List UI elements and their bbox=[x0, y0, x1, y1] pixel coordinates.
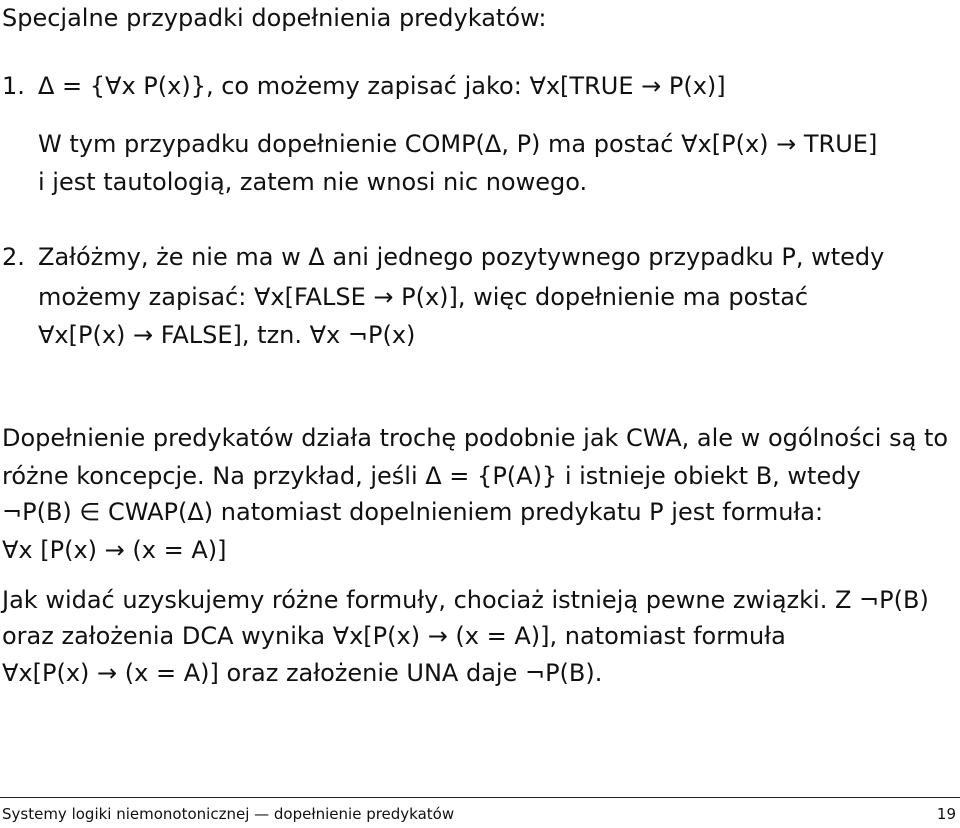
item-2-line-1: Załóżmy, że nie ma w Δ ani jednego pozytywnego przypadku P, wtedy bbox=[38, 243, 885, 271]
paragraph-1-line-1: Dopełnienie predykatów działa trochę podobnie jak CWA, ale w ogólności są to bbox=[2, 424, 949, 452]
item-1-line-3: i jest tautologią, zatem nie wnosi nic nowego. bbox=[38, 168, 588, 196]
footer bbox=[0, 797, 960, 828]
paragraph-2-line-1: Jak widać uzyskujemy różne formuły, chociaż istnieją pewne związki. Z ¬P(B) bbox=[2, 586, 929, 614]
item-2-line-3: ∀x[P(x) → FALSE], tzn. ∀x ¬P(x) bbox=[38, 321, 416, 349]
footer-title: Systemy logiki niemonotonicznej — dopełnienie predykatów bbox=[2, 805, 455, 823]
footer-page-number: 19 bbox=[936, 805, 956, 823]
item-1-number: 1. bbox=[2, 72, 25, 100]
paragraph-2-line-3: ∀x[P(x) → (x = A)] oraz założenie UNA daje ¬P(B). bbox=[2, 659, 603, 687]
page-title: Specjalne przypadki dopełnienia predykatów: bbox=[2, 4, 547, 32]
item-1-line-2: W tym przypadku dopełnienie COMP(Δ, P) ma postać ∀x[P(x) → TRUE] bbox=[38, 130, 878, 158]
item-1-line-1: Δ = {∀x P(x)}, co możemy zapisać jako: ∀x[TRUE → P(x)] bbox=[38, 72, 726, 100]
paragraph-1-line-4: ∀x [P(x) → (x = A)] bbox=[2, 536, 227, 564]
paragraph-1-line-3: ¬P(B) ∈ CWAP(Δ) natomiast dopelnieniem predykatu P jest formuła: bbox=[2, 498, 824, 526]
item-2-line-2: możemy zapisać: ∀x[FALSE → P(x)], więc dopełnienie ma postać bbox=[38, 283, 809, 311]
item-2-number: 2. bbox=[2, 243, 25, 271]
paragraph-2-line-2: oraz założenia DCA wynika ∀x[P(x) → (x = A)], natomiast formuła bbox=[2, 622, 786, 650]
paragraph-1-line-2: różne koncepcje. Na przykład, jeśli Δ = {P(A)} i istnieje obiekt B, wtedy bbox=[2, 462, 861, 490]
